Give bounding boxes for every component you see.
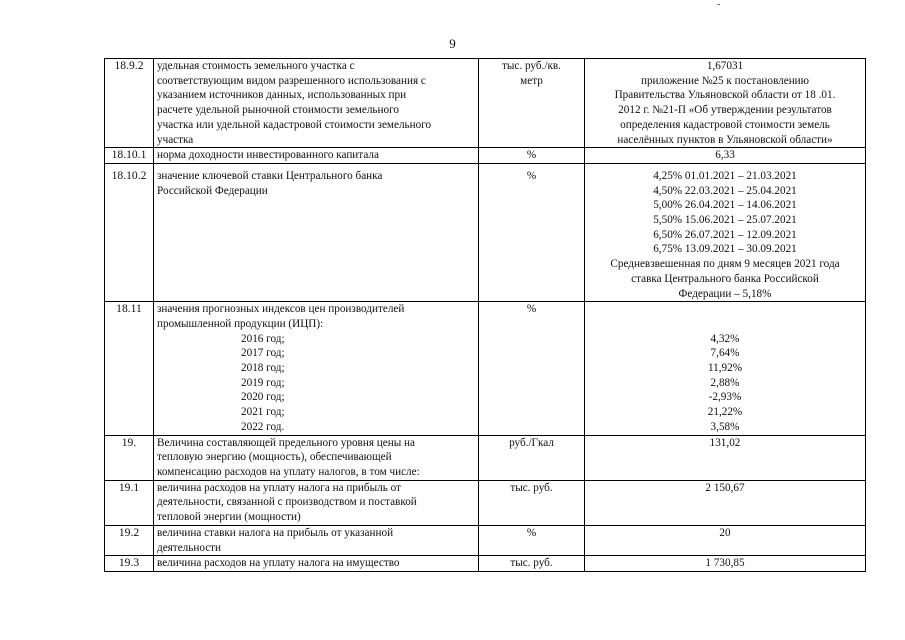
year-label: 2018 год; xyxy=(241,362,285,375)
index-value: 2,88% xyxy=(710,376,740,389)
row-value: 1 730,85 xyxy=(585,556,866,572)
table-row xyxy=(105,163,866,301)
row-value: 20 xyxy=(585,525,866,555)
row-unit: % xyxy=(479,302,585,435)
table-row xyxy=(105,556,866,572)
index-value: 4,32% xyxy=(710,332,740,345)
row-value xyxy=(585,302,866,435)
row-unit: % xyxy=(479,525,585,555)
table-row xyxy=(105,480,866,525)
row-number: 18.10.2 xyxy=(105,163,154,301)
row-number: 18.10.1 xyxy=(105,148,154,164)
table-row xyxy=(105,59,866,148)
row-number: 19. xyxy=(105,435,154,480)
row-unit: тыс. руб. xyxy=(479,480,585,525)
year-label: 2019 год; xyxy=(241,376,285,389)
year-label: 2017 год; xyxy=(241,347,285,360)
index-value: 7,64% xyxy=(710,347,740,360)
table-row xyxy=(105,525,866,555)
table-row xyxy=(105,302,866,435)
data-table xyxy=(104,58,866,572)
year-label: 2022 год. xyxy=(241,420,285,433)
index-value: 21,22% xyxy=(707,406,743,419)
row-description: норма доходности инвестированного капитала xyxy=(154,148,479,164)
row-unit: тыс. руб./кв. метр xyxy=(479,59,585,148)
row-description: значения прогнозных индексов цен производителей промышленной продукции (ИЦП): 2016 год; 2017 год; 2018 год; 2019 год; 2020 год; 2021 год; 2022 год. xyxy=(154,302,479,435)
table-row xyxy=(105,435,866,480)
year-label: 2016 год; xyxy=(241,332,285,345)
row-value: 1,67031 приложение №25 к постановлению Правительства Ульяновской области от 18 .01. 2012 г. №21-П «Об утверждении результатов определения кадастровой стоимости земель населённых пунктов в Ульяновской области» xyxy=(585,59,866,148)
row-number: 18.9.2 xyxy=(105,59,154,148)
year-label: 2021 год; xyxy=(241,406,285,419)
page-number: 9 xyxy=(449,36,456,51)
row-number: 19.3 xyxy=(105,556,154,572)
row-unit: руб./Гкал xyxy=(479,435,585,480)
row-value: 4,25% 01.01.2021 – 21.03.2021 4,50% 22.03.2021 – 25.04.2021 5,00% 26.04.2021 – 14.06.2021 5,50% 15.06.2021 – 25.07.2021 6,50% 26.07.2021 – 12.09.2021 6,75% 13.09.2021 – 30.09.2021 Средневзвешенная по дням 9 месяцев 2021 года ставка Центрального банка Российской Федерации – 5,18% xyxy=(585,163,866,301)
year-label: 2020 год; xyxy=(241,391,285,404)
row-number: 19.1 xyxy=(105,480,154,525)
row-description: величина ставки налога на прибыль от указанной деятельности xyxy=(154,525,479,555)
row-description: величина расходов на уплату налога на прибыль от деятельности, связанной с производством и поставкой тепловой энергии (мощности) xyxy=(154,480,479,525)
table-row xyxy=(105,148,866,164)
row-description: величина расходов на уплату налога на имущество xyxy=(154,556,479,572)
index-value: 3,58% xyxy=(710,420,740,433)
scan-speck xyxy=(717,4,720,5)
row-description: удельная стоимость земельного участка с соответствующим видом разрешенного использования с указанием источников данных, использованных при расчете удельной рыночной стоимости земельного участка или удельной кадастровой стоимости земельного участка xyxy=(154,59,479,148)
row-description: Величина составляющей предельного уровня цены на тепловую энергию (мощность), обеспечивающей компенсацию расходов на уплату налогов, в том числе: xyxy=(154,435,479,480)
row-unit: тыс. руб. xyxy=(479,556,585,572)
row-unit: % xyxy=(479,148,585,164)
index-value: 11,92% xyxy=(707,362,743,375)
row-number: 19.2 xyxy=(105,525,154,555)
row-description: значение ключевой ставки Центрального банка Российской Федерации xyxy=(154,163,479,301)
row-value: 131,02 xyxy=(585,435,866,480)
row-value: 6,33 xyxy=(585,148,866,164)
row-unit: % xyxy=(479,163,585,301)
row-value: 2 150,67 xyxy=(585,480,866,525)
index-value: -2,93% xyxy=(708,391,742,404)
row-number: 18.11 xyxy=(105,302,154,435)
